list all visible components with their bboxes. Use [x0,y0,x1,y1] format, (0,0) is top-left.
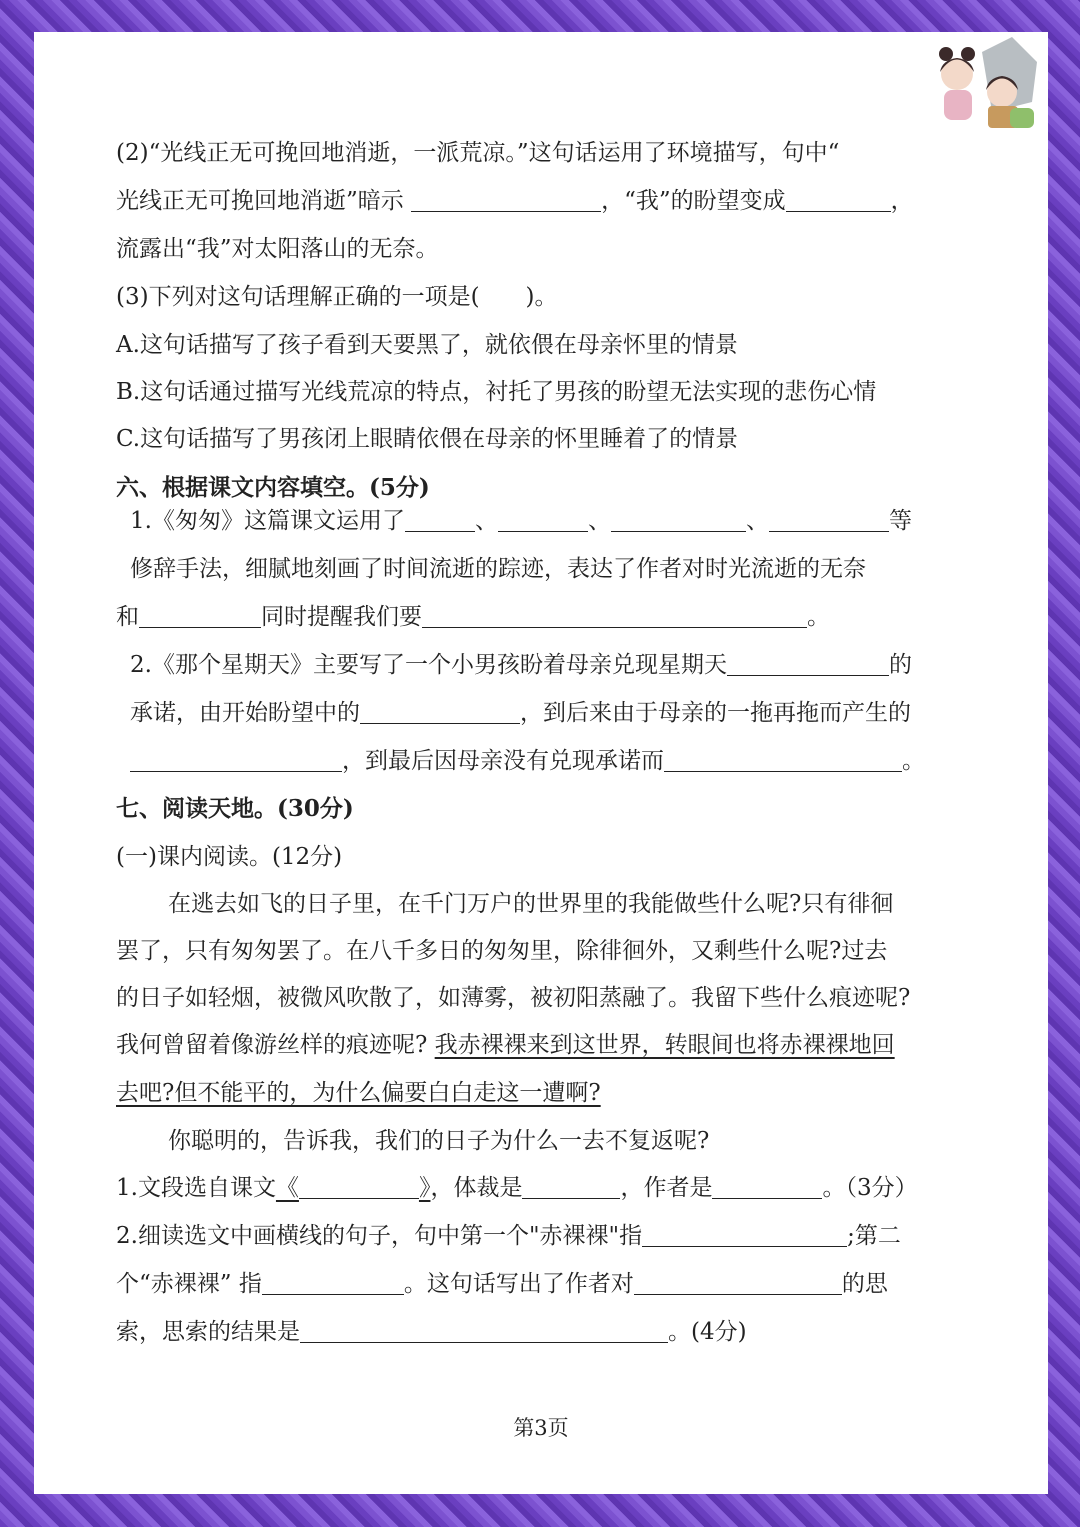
q5-3-option-a[interactable]: A.这句话描写了孩子看到天要黑了，就依偎在母亲怀里的情景 [116,332,738,358]
sec6-q2-text-d: ，到后来由于母亲的一拖再拖而产生的 [520,700,911,726]
section-7-subtitle: (一)课内阅读。(12分) [116,844,343,870]
underlined-sentence: 我赤裸裸来到这世界，转眼间也将赤裸裸地回 [434,1032,895,1058]
passage-line1: 在逃去如飞的日子里，在千门万户的世界里的我能做些什么呢?只有徘徊 [168,891,894,917]
answer-blank[interactable] [139,605,261,628]
answer-blank[interactable] [522,1176,620,1199]
q5-2-line1: (2)“光线正无可挽回地消逝，一派荒凉。”这句话运用了环境描写，句中“ [116,140,840,166]
passage-line4 [116,1030,895,1060]
sec7-q1-text-c: ，作者是 [620,1175,713,1201]
sec7-q1-text: 1.文段选自课文 [116,1175,276,1201]
sec6-q1-text: 1.《匆匆》这篇课文运用了 [130,508,405,534]
sec6-q2-text-b: 的 [888,652,912,678]
sec7-q2-line2 [116,1269,888,1299]
q5-2-line3: 流露出“我”对太阳落山的无奈。 [116,236,439,262]
passage-line3: 的日子如轻烟，被微风吹散了，如薄雾，被初阳蒸融了。我留下些什么痕迹呢? [116,985,911,1011]
sec7-q2-line1 [116,1221,901,1251]
children-reading-illustration [922,32,1042,132]
q5-2-text-c: ， [890,188,914,214]
worksheet-page [34,32,1048,1494]
sec7-q1-text-b: ，体裁是 [430,1175,523,1201]
q5-3-option-c[interactable]: C.这句话描写了男孩闭上眼睛依偎在母亲的怀里睡着了的情景 [116,426,739,452]
sec6-q1-line1 [130,506,912,536]
sec7-q2-text-g: 。(4分) [668,1319,747,1345]
answer-blank[interactable] [262,1272,404,1295]
passage-line5 [116,1078,601,1108]
page-number: 第3页 [513,1416,569,1440]
answer-blank[interactable] [664,749,902,772]
sec6-q1-text-f: 。 [807,604,830,630]
passage-line6: 你聪明的，告诉我，我们的日子为什么一去不复返呢? [168,1128,710,1154]
bracket-open: 《 [275,1175,299,1201]
sec6-q2-text-c: 承诺，由开始盼望中的 [130,700,360,726]
answer-blank[interactable] [300,1320,668,1343]
answer-blank[interactable] [642,1224,847,1247]
answer-blank[interactable] [769,509,889,532]
sec7-q2-text-b: ;第二 [847,1223,901,1249]
answer-blank[interactable] [727,653,889,676]
underlined-sentence: 去吧?但不能平的，为什么偏要白白走这一遭啊? [116,1080,601,1106]
sec6-q2-line2 [130,698,911,728]
sec7-q1 [116,1173,918,1203]
answer-blank[interactable] [411,189,601,212]
passage-text: 我何曾留着像游丝样的痕迹呢? [116,1032,428,1058]
q5-3-prompt: (3)下列对这句话理解正确的一项是( )。 [116,284,558,310]
q5-2-line2 [116,186,914,216]
sec6-q2-text: 2.《那个星期天》主要写了一个小男孩盼着母亲兑现星期天 [130,652,727,678]
sec6-q1-text-d: 和 [116,604,139,630]
sec6-q2-line3 [130,746,925,776]
answer-blank[interactable] [360,701,520,724]
sep: 、 [587,508,611,534]
sec6-q2-text-e: ，到最后因母亲没有兑现承诺而 [342,748,664,774]
sec7-q2-line3 [116,1317,747,1347]
sec6-q1-text-b: 等 [888,508,912,534]
sec7-q2-text-e: 的思 [841,1271,888,1297]
answer-blank[interactable] [498,509,588,532]
answer-blank[interactable] [422,605,807,628]
section-7-title: 七、阅读天地。(30分) [116,795,354,822]
answer-blank[interactable] [299,1176,419,1199]
bracket-close: 》 [418,1175,431,1201]
answer-blank[interactable] [611,509,746,532]
answer-blank[interactable] [634,1272,842,1295]
answer-blank[interactable] [405,509,475,532]
sep: 、 [745,508,769,534]
section-6-title: 六、根据课文内容填空。(5分) [116,474,430,501]
score-note: （3分） [845,1175,918,1201]
q5-3-option-b[interactable]: B.这句话通过描写光线荒凉的特点，衬托了男孩的盼望无法实现的悲伤心情 [116,379,877,405]
answer-blank[interactable] [712,1176,822,1199]
sec7-q2-text: 2.细读选文中画横线的句子，句中第一个"赤裸裸"指 [116,1223,643,1249]
sec6-q1-line2: 修辞手法，细腻地刻画了时间流逝的踪迹，表达了作者对时光流逝的无奈 [130,556,866,582]
sec7-q2-text-f: 索，思索的结果是 [116,1319,300,1345]
sec7-q2-text-d: 。这句话写出了作者对 [403,1271,634,1297]
sec6-q1-text-e: 同时提醒我们要 [261,604,422,630]
q5-2-text-b: ，“我”的盼望变成 [601,188,786,214]
sec6-q2-line1 [130,650,912,680]
q5-2-text-a: 光线正无可挽回地消逝”暗示 [116,188,404,214]
passage-line2: 罢了，只有匆匆罢了。在八千多日的匆匆里，除徘徊外，又剩些什么呢?过去 [116,938,888,964]
sec6-q1-line3 [116,602,830,632]
sec7-q2-text-c: 个“赤裸裸” 指 [116,1271,262,1297]
answer-blank[interactable] [786,189,891,212]
answer-blank[interactable] [130,749,342,772]
sep: 、 [474,508,498,534]
sec6-q2-text-f: 。 [902,748,925,774]
sec7-q1-text-d: 。 [822,1175,846,1201]
